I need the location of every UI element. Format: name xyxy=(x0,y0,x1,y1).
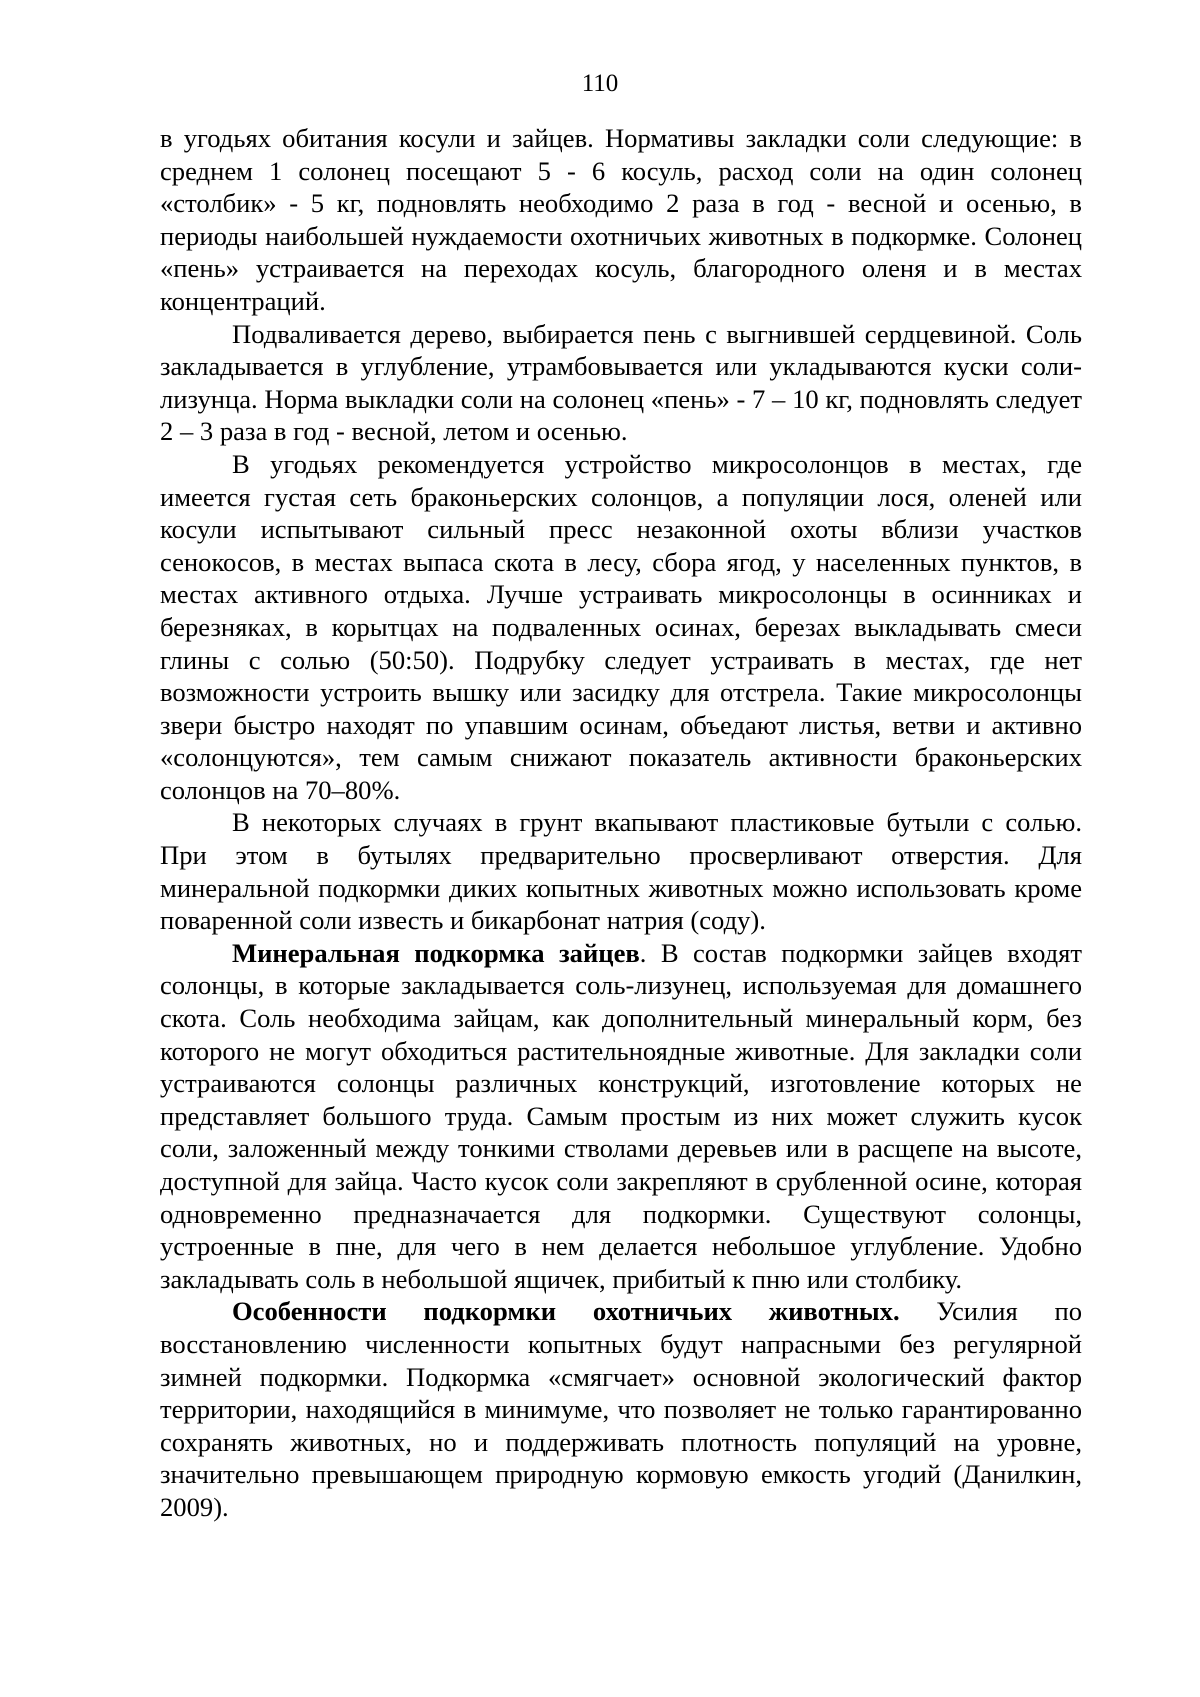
section-heading-inline: Минеральная подкормка зайцев xyxy=(232,937,640,968)
paragraph-text: Подваливается дерево, выбирается пень с выгнившей сердцевиной. Соль закладывается в углубление, утрамбовывается или укладываются куски соли-лизунца. Норма выкладки соли на солонец «пень» - 7 – 10 кг, подновлять следует 2 – 3 раза в год - весной, летом и осенью. xyxy=(160,318,1082,447)
page-number: 110 xyxy=(581,70,619,97)
paragraph-micro-salt-licks xyxy=(160,448,1082,807)
paragraph-feeding-features xyxy=(160,1295,1082,1523)
paragraph-text: в угодьях обитания косули и зайцев. Нормативы закладки соли следующие: в среднем 1 солонец посещают 5 - 6 косуль, расход соли на один солонец «столбик» - 5 кг, подновлять необходимо 2 раза в год - весной и осенью, в периоды наибольшей нуждаемости охотничьих животных в подкормке. Солонец «пень» устраивается на переходах косуль, благородного оленя и в местах концентраций. xyxy=(160,123,1082,316)
page-body xyxy=(160,122,1082,1524)
paragraph-hare-mineral-feeding xyxy=(160,937,1082,1296)
section-heading-inline: Особенности подкормки охотничьих животных. xyxy=(232,1296,900,1327)
paragraph-text: . В состав подкормки зайцев входят солонцы, в которые закладывается соль-лизунец, используемая для домашнего скота. Соль необходима зайцам, как дополнительный минеральный корм, без которого не могут обходиться растительноядные животные. Для закладки соли устраиваются солонцы различных конструкций, изготовление которых не представляет большого труда. Самым простым из них может служить кусок соли, заложенный между тонкими стволами деревьев или в расщепе на высоте, доступной для зайца. Часто кусок соли закрепляют в срубленной осине, которая одновременно предназначается для подкормки. Существуют солонцы, устроенные в пне, для чего в нем делается небольшое углубление. Удобно закладывать соль в небольшой ящичек, прибитый к пню или столбику. xyxy=(160,937,1082,1294)
paragraph-text: В угодьях рекомендуется устройство микросолонцов в местах, где имеется густая сеть браконьерских солонцов, а популяции лося, оленей или косули испытывают сильный пресс незаконной охоты вблизи участков сенокосов, в местах выпаса скота в лесу, сбора ягод, у населенных пунктов, в местах активного отдыха. Лучше устраивать микросолонцы в осинниках и березняках, в корытцах на подваленных осинах, березах выкладывать смеси глины с солью (50:50). Подрубку следует устраивать в местах, где нет возможности устроить вышку или засидку для отстрела. Такие микросолонцы звери быстро находят по упавшим осинам, объедают листья, ветви и активно «солонцуются», тем самым снижают показатель активности браконьерских солонцов на 70–80%. xyxy=(160,448,1082,805)
paragraph-text: В некоторых случаях в грунт вкапывают пластиковые бутыли с солью. При этом в бутылях предварительно просверливают отверстия. Для минеральной подкормки диких копытных животных можно использовать кроме поваренной соли известь и бикарбонат натрия (соду). xyxy=(160,807,1082,936)
paragraph-continuation xyxy=(160,122,1082,318)
paragraph-text: Усилия по восстановлению численности копытных будут напрасными без регулярной зимней подкормки. Подкормка «смягчает» основной экологический фактор территории, находящийся в минимуме, что позволяет не только гарантированно сохранять животных, но и поддерживать плотность популяций на уровне, значительно превышающем природную кормовую емкость угодий (Данилкин, 2009). xyxy=(160,1296,1082,1522)
paragraph-plastic-bottles xyxy=(160,806,1082,936)
paragraph-salt-stump xyxy=(160,318,1082,448)
